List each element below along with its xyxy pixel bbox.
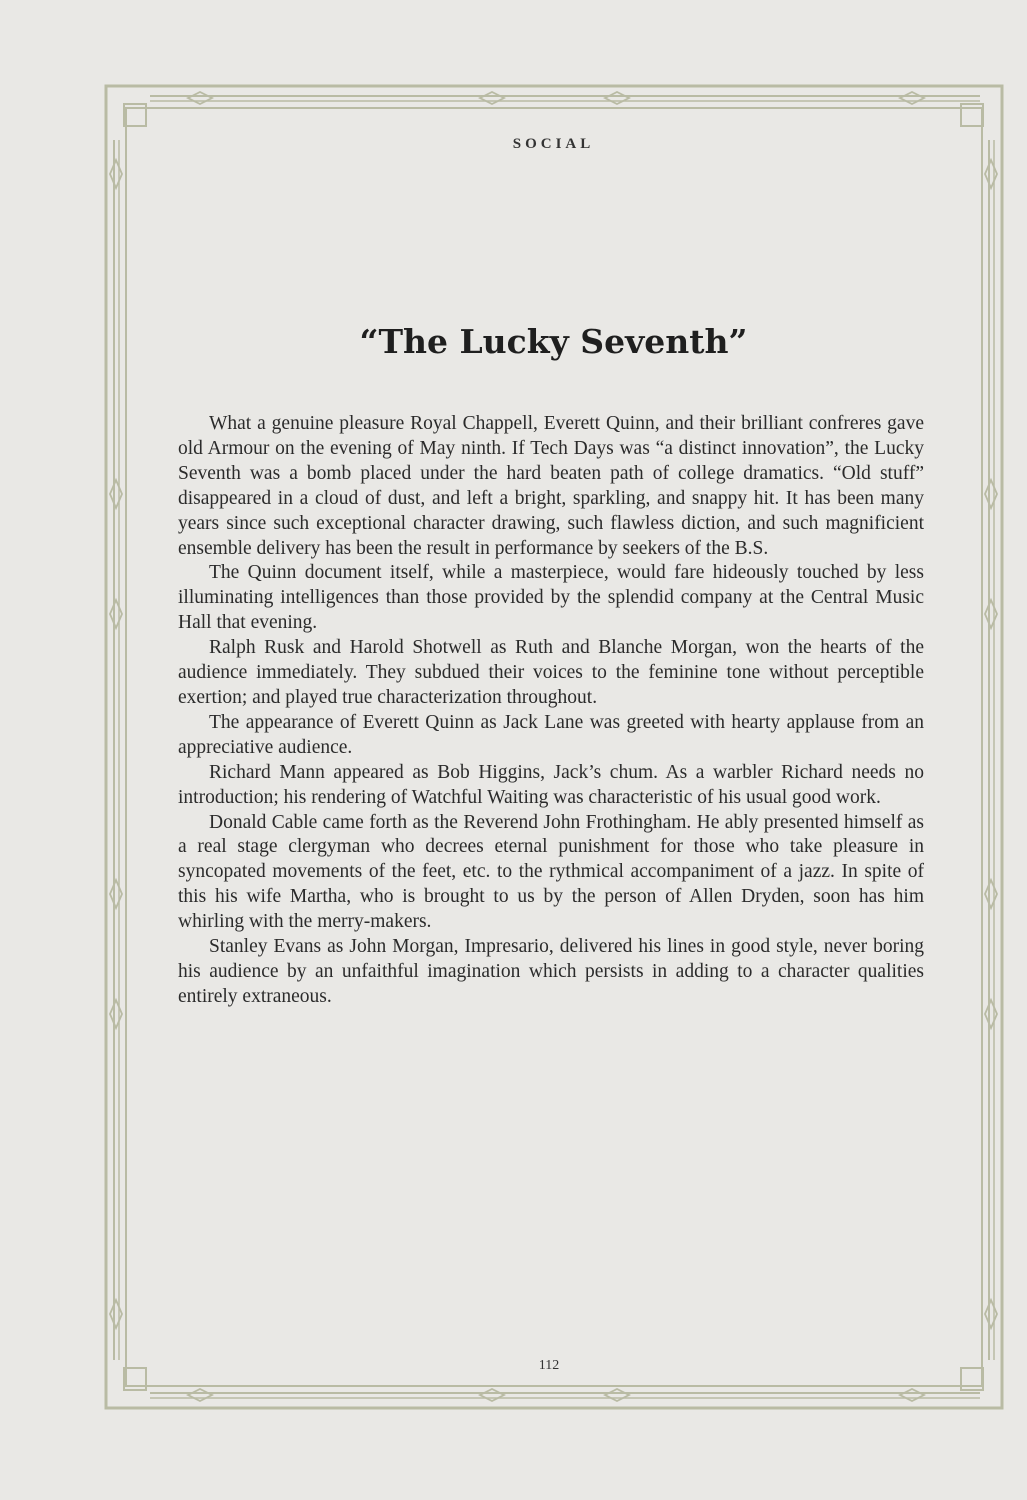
paragraph: Richard Mann appeared as Bob Higgins, Jack’s chum. As a warbler Richard needs no introduction; his rendering of Watchful Waiting was characteristic of his usual good work. bbox=[178, 761, 924, 808]
paragraph: The Quinn document itself, while a masterpiece, would fare hideously touched by less illuminating intelligences than those provided by the splendid company at the Central Music Hall that evening. bbox=[178, 562, 924, 634]
section-header: SOCIAL bbox=[512, 136, 595, 152]
article-body bbox=[178, 412, 924, 1010]
paragraph: Ralph Rusk and Harold Shotwell as Ruth and Blanche Morgan, won the hearts of the audience immediately. They subdued their voices to the feminine tone without perceptible exertion; and played true characterization throughout. bbox=[178, 637, 924, 708]
paragraph: Donald Cable came forth as the Reverend John Frothingham. He ably presented himself as a real stage clergyman who decrees eternal punishment for those who take pleasure in syncopated movements of the feet, etc. to the rythmical accompaniment of a jazz. In spite of this his wife Martha, who is brought to us by the person of Allen Dryden, soon has him whirling with the merry-makers. bbox=[178, 811, 924, 933]
paragraph: What a genuine pleasure Royal Chappell, Everett Quinn, and their brilliant confreres gave old Armour on the evening of May ninth. If Tech Days was “a distinct innovation”, the Lucky Seventh was a bomb placed under the hard beaten path of college dramatics. “Old stuff” disappeared in a cloud of dust, and left a bright, sparkling, and snappy hit. It has been many years since such exceptional character drawing, such flawless diction, and such magnificient ensemble delivery has been the result in performance by seekers of the B.S. bbox=[178, 413, 924, 559]
article-title: “The Lucky Seventh” bbox=[359, 322, 748, 361]
page-number: 112 bbox=[538, 1358, 560, 1373]
paragraph: The appearance of Everett Quinn as Jack Lane was greeted with hearty applause from an appreciative audience. bbox=[178, 711, 924, 758]
paragraph: Stanley Evans as John Morgan, Impresario, delivered his lines in good style, never boring his audience by an unfaithful imagination which persists in adding to a character qualities entirely extraneous. bbox=[178, 936, 924, 1007]
